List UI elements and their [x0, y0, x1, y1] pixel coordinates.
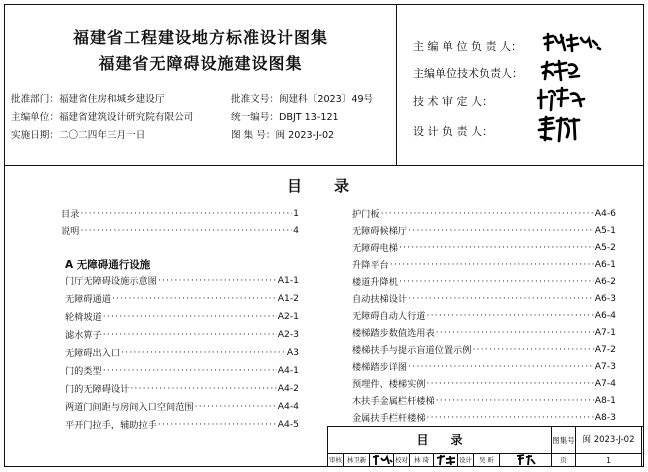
toc-entry[interactable]: 木扶手金属栏杆楼梯 ····· A8-1 — [352, 393, 616, 407]
approve-dept: 批准部门：福建省住房和城乡建设厅 — [11, 94, 165, 105]
review-label: 审核 — [328, 454, 344, 467]
toc-entry[interactable]: 楼梯扶手与提示盲道位置示例 ····· A7-2 — [352, 342, 616, 356]
section-heading: A 无障碍通行设施 — [65, 259, 151, 271]
signature-image — [537, 86, 587, 112]
reviewer-name: 林卫新 — [344, 454, 370, 467]
editor-unit: 主编单位：福建省建筑设计研究院有限公司 — [11, 112, 194, 123]
signature-image — [539, 59, 583, 83]
toc-entry[interactable]: 护门板 ····· A4-6 — [352, 206, 616, 220]
approve-doc: 批准文号：闽建科〔2023〕49号 — [231, 94, 374, 105]
toc-entry[interactable]: 门的无障碍设计 ····· A4-2 — [65, 381, 299, 395]
toc-entry[interactable]: 说明 ····· 4 — [61, 223, 299, 237]
signature-image — [537, 115, 583, 143]
check-label: 校对 — [394, 454, 410, 467]
signature-image — [515, 454, 537, 466]
signature-image — [371, 454, 393, 466]
signature-image — [541, 32, 603, 54]
toc-entry[interactable]: 门的类型 ····· A4-1 — [65, 363, 299, 377]
checker-name: 林 琦 — [410, 454, 434, 467]
header-title-panel — [5, 5, 397, 166]
checker-signature — [434, 454, 458, 467]
toc-entry[interactable]: 无障碍候梯厅 ····· A5-1 — [352, 223, 616, 237]
unified-number: 统一编号：DBJT 13-121 — [231, 112, 339, 123]
toc-title: 目 录 — [287, 177, 350, 195]
toc-entry[interactable]: 无障碍自动人行道 ····· A6-4 — [352, 308, 616, 322]
toc-entry[interactable]: 预埋件、楼梯实例 ····· A7-4 — [352, 376, 616, 390]
title-block-title: 目 录 — [328, 427, 552, 454]
page-label: 页 — [552, 454, 576, 467]
page-number: 1 — [576, 454, 642, 467]
toc-entry[interactable]: 平开门拉手，辅助拉手 ····· A4-5 — [65, 417, 299, 431]
toc-entry[interactable]: 轮椅坡道 ····· A2-1 — [65, 309, 299, 323]
toc-entry[interactable]: 自动扶梯设计 ····· A6-3 — [352, 291, 616, 305]
implementation-date: 实施日期：二〇二四年三月一日 — [11, 130, 146, 141]
toc-entry[interactable]: 无障碍出入口 ····· A3 — [65, 345, 299, 359]
toc-entry[interactable]: 两道门间距与房间入口空间范围 ····· A4-4 — [65, 399, 299, 413]
atlas-series-title: 福建省工程建设地方标准设计图集 — [72, 28, 328, 47]
drawing-frame — [4, 4, 644, 467]
reviewer-signature — [370, 454, 394, 467]
toc-entry[interactable]: 金属扶手栏杆楼梯 ····· A8-3 — [352, 410, 616, 424]
toc-entry[interactable]: 滤水箅子 ····· A2-3 — [65, 327, 299, 341]
toc-entry[interactable]: 门厅无障碍设施示意图 ····· A1-1 — [65, 273, 299, 287]
designer-name: 吴 昕 — [474, 454, 500, 467]
toc-entry[interactable]: 楼梯踏步详图 ····· A7-3 — [352, 359, 616, 373]
designer-signature — [500, 454, 552, 467]
design-head: 设 计 负 责 人： — [413, 123, 539, 139]
responsibility-panel — [397, 5, 643, 166]
chief-unit-technical-head: 主编单位技术负责人： — [413, 65, 539, 81]
title-block — [327, 426, 643, 466]
toc-entry[interactable]: 无障碍电梯 ····· A5-2 — [352, 240, 616, 254]
chief-unit-head: 主 编 单 位 负 责 人： — [413, 38, 539, 54]
atlas-number: 图 集 号：闽 2023-J-02 — [231, 130, 335, 141]
atlas-number-value: 闽 2023-J-02 — [576, 427, 642, 454]
toc-entry[interactable]: 目录 ····· 1 — [61, 206, 299, 220]
signature-image — [435, 454, 457, 466]
toc-entry[interactable]: 升降平台 ····· A6-1 — [352, 257, 616, 271]
design-label: 设计 — [458, 454, 474, 467]
technical-reviewer: 技 术 审 定 人： — [413, 93, 539, 109]
toc-entry[interactable]: 无障碍通道 ····· A1-2 — [65, 291, 299, 305]
toc-entry[interactable]: 楼梯踏步数值选用表 ····· A7-1 — [352, 325, 616, 339]
atlas-number-label: 图集号 — [552, 427, 576, 454]
toc-entry[interactable]: 楼道升降机 ····· A6-2 — [352, 274, 616, 288]
atlas-title: 福建省无障碍设施建设图集 — [98, 54, 303, 73]
